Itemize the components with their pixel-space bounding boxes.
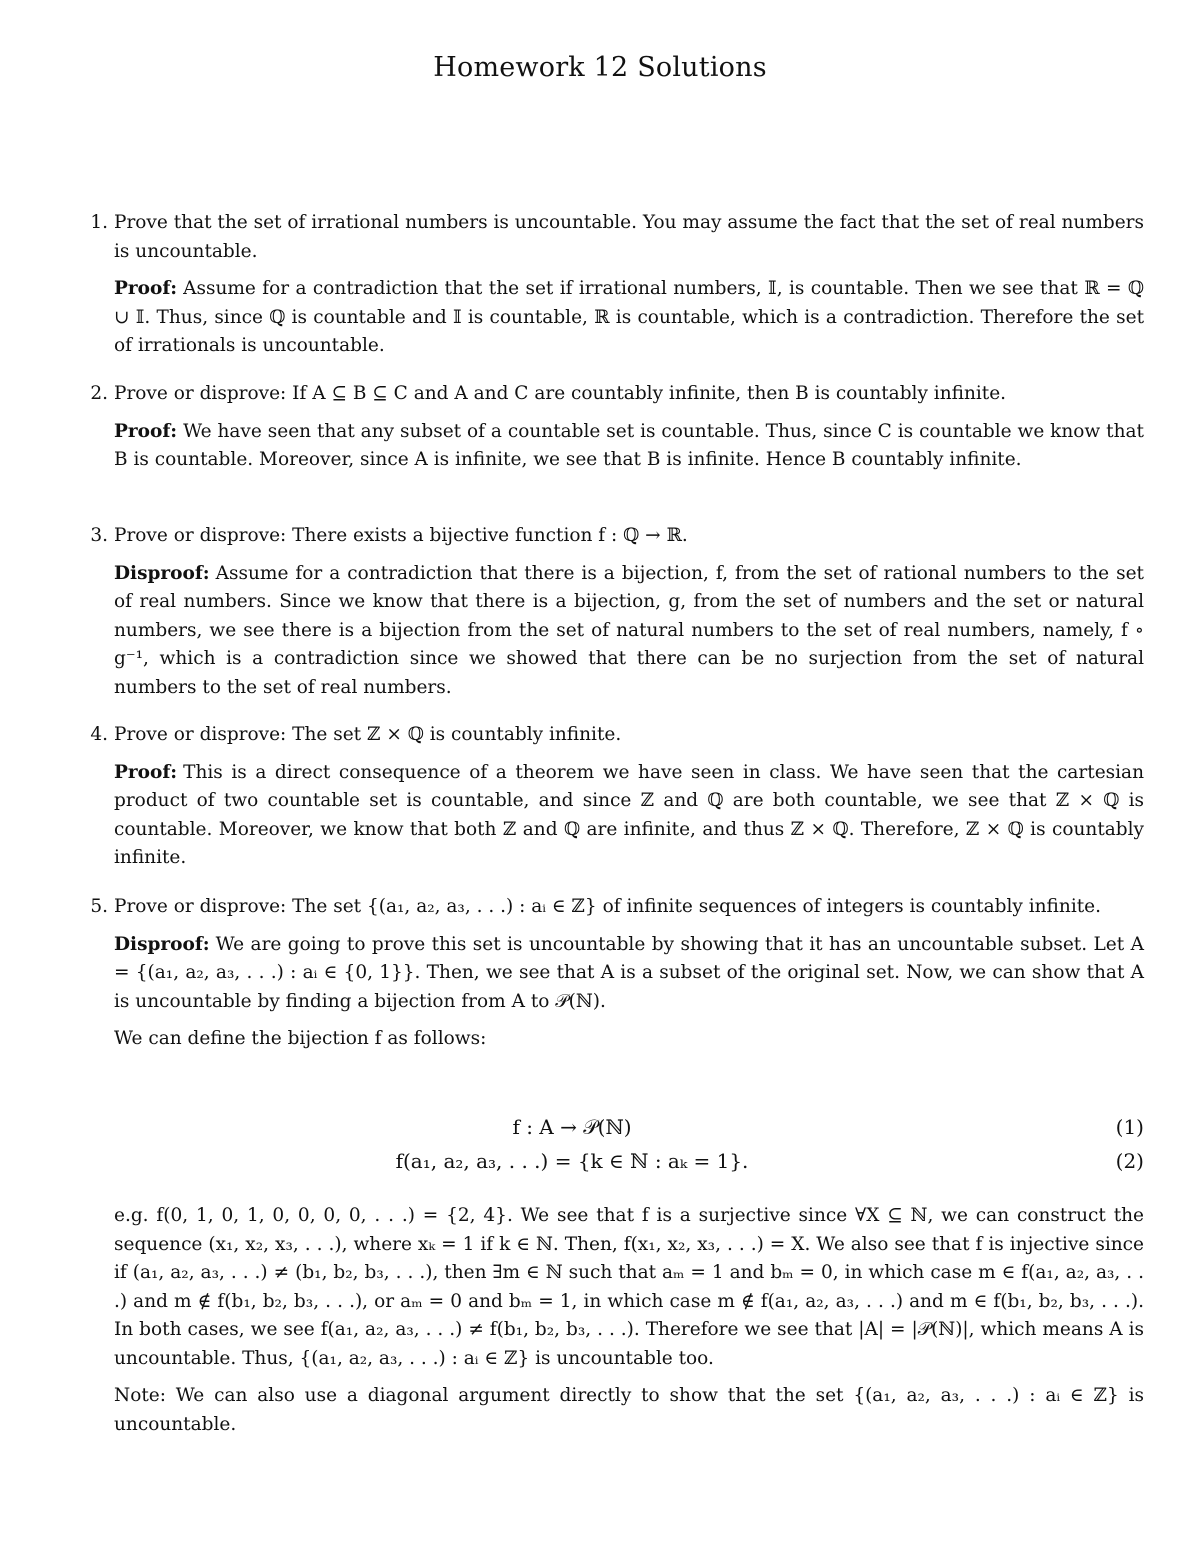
- problem-number: 2.: [90, 383, 108, 404]
- page-title: Homework 12 Solutions: [433, 52, 767, 83]
- problem-statement: Prove or disprove: The set {(a₁, a₂, a₃, . . .) : aᵢ ∈ ℤ} of infinite sequences of integers is countably infinite.: [114, 896, 1101, 917]
- solution-paragraph: [114, 275, 1144, 361]
- problem-4: [80, 721, 1144, 873]
- solution-label: Proof:: [114, 278, 178, 299]
- solution-label: Proof:: [114, 761, 178, 783]
- problem-5: [80, 893, 1144, 1054]
- bijection-argument: e.g. f(0, 1, 0, 1, 0, 0, 0, 0, . . .) = {2, 4}. We see that f is a surjective since ∀X ⊆ ℕ, we can construct the sequence (x₁, x₂, x₃, . . .), where xₖ = 1 if k ∈ ℕ. Then, f(x₁, x₂, x₃, . . .) = X. We also see that f is injective since if (a₁, a₂, a₃, . . .) ≠ (b₁, b₂, b₃, . . .), then ∃m ∈ ℕ such that aₘ = 1 and bₘ = 0, in which case m ∈ f(a₁, a₂, a₃, . . .) and m ∉ f(b₁, b₂, b₃, . . .), or aₘ = 0 and bₘ = 1, in which case m ∉ f(a₁, a₂, a₃, . . .) and m ∈ f(b₁, b₂, b₃, . . .). In both cases, we see f(a₁, a₂, a₃, . . .) ≠ f(b₁, b₂, b₃, . . .). Therefore we see that |A| = |𝒫(ℕ)|, which means A is uncountable. Thus, {(a₁, a₂, a₃, . . .) : aᵢ ∈ ℤ} is uncountable too.: [114, 1205, 1144, 1369]
- problem-statement: Prove that the set of irrational numbers is uncountable. You may assume the fact that the set of real numbers is uncountable.: [114, 212, 1144, 262]
- equation-block: [0, 1115, 1144, 1183]
- problem-number: 4.: [90, 724, 108, 745]
- solution-text: This is a direct consequence of a theorem we have seen in class. We have seen that the cartesian product of two countable set is countable, and since ℤ and ℚ are both countable, we see that ℤ × ℚ is countable. Moreover, we know that both ℤ and ℚ are infinite, and thus ℤ × ℚ. Therefore, ℤ × ℚ is countably infinite.: [114, 761, 1144, 868]
- problem-number: 3.: [90, 525, 108, 546]
- problem-statement: Prove or disprove: If A ⊆ B ⊆ C and A and C are countably infinite, then B is countably infinite.: [114, 383, 1007, 404]
- equation-expression: f(a₁, a₂, a₃, . . .) = {k ∈ ℕ : aₖ = 1}.: [395, 1149, 749, 1173]
- problem-statement: Prove or disprove: There exists a bijective function f : ℚ → ℝ.: [114, 525, 688, 546]
- note-paragraph: Note: We can also use a diagonal argument directly to show that the set {(a₁, a₂, a₃, . . .) : aᵢ ∈ ℤ} is uncountable.: [114, 1385, 1144, 1435]
- solution-paragraph: [114, 418, 1144, 475]
- solution-text: Assume for a contradiction that the set if irrational numbers, 𝕀, is countable. Then we see that ℝ = ℚ ∪ 𝕀. Thus, since ℚ is countable and 𝕀 is countable, ℝ is countable, which is a contradiction. Therefore the set of irrationals is uncountable.: [114, 278, 1144, 356]
- problem-statement: Prove or disprove: The set ℤ × ℚ is countably infinite.: [114, 724, 622, 745]
- solution-paragraph: [114, 931, 1144, 1017]
- problem-number: 1.: [90, 212, 108, 233]
- solution-text: Assume for a contradiction that there is a bijection, f, from the set of rational numbers to the set of real numbers. Since we know that there is a bijection, g, from the set of numbers and the set or natural numbers, we see there is a bijection from the set of natural numbers to the set of real numbers, namely, f ∘ g⁻¹, which is a contradiction since we showed that there can be no surjection from the set of natural numbers to the set of real numbers.: [114, 562, 1144, 698]
- solution-text: We have seen that any subset of a countable set is countable. Thus, since C is countable we know that B is countable. Moreover, since A is infinite, we see that B is infinite. Hence B countably infinite.: [114, 420, 1144, 470]
- solution-paragraph: [114, 560, 1144, 703]
- problem-5-continued: [80, 1202, 1144, 1439]
- solution-text: We are going to prove this set is uncountable by showing that it has an uncountable subset. Let A = {(a₁, a₂, a₃, . . .) : aᵢ ∈ {0, 1}}. Then, we see that A is a subset of the original set. Now, we can show that A is uncountable by finding a bijection from A to 𝒫(ℕ).: [114, 933, 1144, 1012]
- equation-expression: f : A → 𝒫(ℕ): [512, 1115, 632, 1139]
- equation-number: (1): [1115, 1115, 1144, 1139]
- problem-2: [80, 380, 1144, 475]
- equation-number: (2): [1115, 1149, 1144, 1173]
- problem-1: [80, 209, 1144, 361]
- problem-3: [80, 522, 1144, 702]
- solution-paragraph: [114, 759, 1144, 873]
- definition-intro: We can define the bijection f as follows:: [114, 1028, 487, 1049]
- solution-label: Disproof:: [114, 933, 210, 955]
- equation-2: [0, 1149, 1144, 1183]
- problem-number: 5.: [90, 896, 108, 917]
- solution-label: Proof:: [114, 420, 178, 442]
- solution-label: Disproof:: [114, 562, 210, 584]
- equation-1: [0, 1115, 1144, 1149]
